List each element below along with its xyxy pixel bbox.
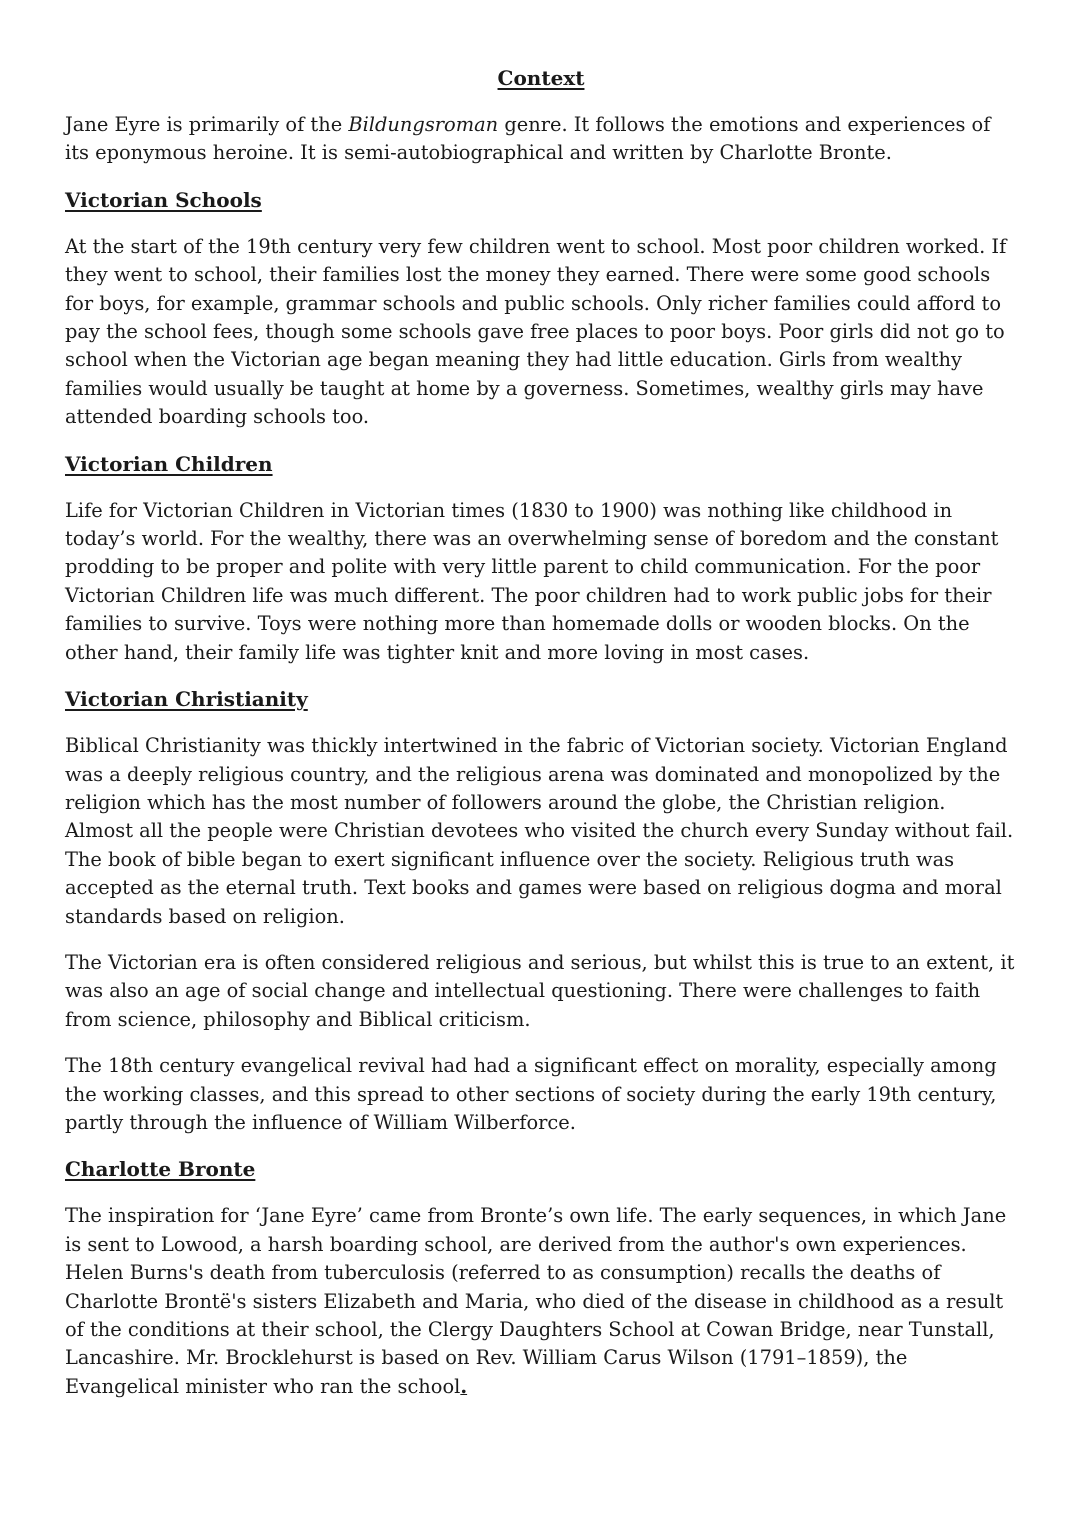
- section-paragraph: Biblical Christianity was thickly intertwined in the fabric of Victorian society. Victorian England was a deeply religious country, and the religious arena was dominated and monopolized by the religion which has the most number of followers around the globe, the Christian religion. Almost all the people were Christian devotees who visited the church every Sunday without fail. The book of bible began to exert significant influence over the society. Religious truth was accepted as the eternal truth. Text books and games were based on religious dogma and moral standards based on religion.: [65, 734, 1014, 928]
- section-victorian-children: [65, 450, 1017, 667]
- document-page: [65, 64, 1017, 1419]
- bronte-text: The inspiration for ‘Jane Eyre’ came from Bronte’s own life. The early sequences, in which Jane is sent to Lowood, a harsh boarding school, are derived from the author's own experiences. Helen Burns's death from tuberculosis (referred to as consumption) recalls the deaths of Charlotte Brontë's sisters Elizabeth and Maria, who died of the disease in childhood as a result of the conditions at their school, the Clergy Daughters School at Cowan Bridge, near Tunstall, Lancashire. Mr. Brocklehurst is based on Rev. William Carus Wilson (1791–1859), the Evangelical minister who ran the school: [65, 1204, 1007, 1398]
- genre-term: Bildungsroman: [348, 113, 499, 136]
- intro-paragraph: [65, 111, 1017, 168]
- intro-text-end: genre. It follows the emotions and experiences of its eponymous heroine. It is semi-autobiographical and written by Charlotte Bronte.: [65, 113, 991, 165]
- section-paragraph: At the start of the 19th century very few children went to school. Most poor children worked. If they went to school, their families lost the money they earned. There were some good schools for boys, for example, grammar schools and public schools. Only richer families could afford to pay the school fees, though some schools gave free places to poor boys. Poor girls did not go to school when the Victorian age began meaning they had little education. Girls from wealthy families would usually be taught at home by a governess. Sometimes, wealthy girls may have attended boarding schools too.: [65, 234, 1007, 429]
- section-heading: Charlotte Bronte: [65, 1157, 256, 1182]
- intro-text-start: Jane Eyre is primarily of the: [65, 113, 349, 136]
- section-heading: Victorian Schools: [65, 187, 262, 212]
- section-paragraph: The 18th century evangelical revival had had a significant effect on morality, especially among the working classes, and this spread to other sections of society during the early 19th century, partly through the influence of William Wilberforce.: [65, 1054, 997, 1134]
- section-paragraph: [65, 1202, 1017, 1401]
- section-heading: Victorian Children: [65, 451, 273, 476]
- section-paragraph: The Victorian era is often considered religious and serious, but whilst this is true to an extent, it was also an age of social change and intellectual questioning. There were challenges to faith from science, philosophy and Biblical criticism.: [65, 950, 1015, 1031]
- section-victorian-schools: [65, 186, 1017, 432]
- section-paragraph: Life for Victorian Children in Victorian times (1830 to 1900) was nothing like childhood in today’s world. For the wealthy, there was an overwhelming sense of boredom and the constant prodding to be proper and polite with very little parent to child communication. For the poor Victorian Children life was much different. The poor children had to work public jobs for their families to survive. Toys were nothing more than homemade dolls or wooden blocks. On the other hand, their family life was tighter knit and more loving in most cases.: [65, 498, 999, 664]
- final-period: .: [460, 1374, 468, 1398]
- section-charlotte-bronte: [65, 1155, 1017, 1401]
- section-heading: Victorian Christianity: [65, 687, 308, 712]
- section-victorian-christianity: [65, 685, 1017, 1137]
- page-title: Context: [497, 66, 585, 90]
